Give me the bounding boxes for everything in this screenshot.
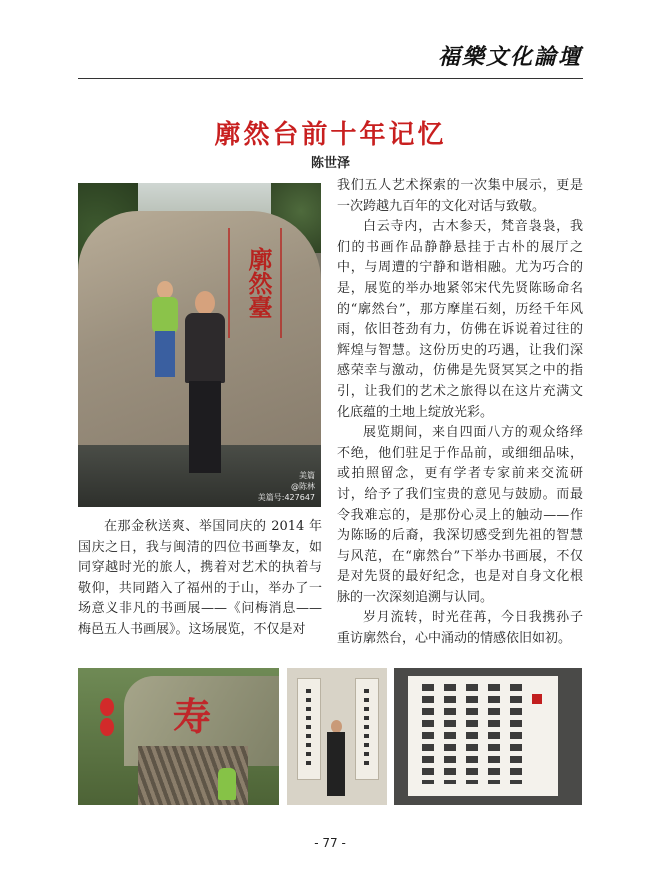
paragraph: 我们五人艺术探索的一次集中展示，更是一次跨越九百年的文化对话与致敬。 (337, 178, 583, 214)
lantern-icon (100, 698, 114, 716)
bottom-photo-calligraphy (394, 668, 582, 805)
man-figure (325, 720, 347, 798)
article-title: 廓然台前十年记忆 (214, 120, 447, 150)
carved-character: 寿 (173, 694, 212, 739)
header-rule (78, 78, 583, 79)
paragraph: 展览期间，来自四面八方的观众络绎不绝，他们驻足于作品前，或细细品味，或拍照留念，更有学者专家前来交流研讨，给予了我们宝贵的意见与鼓励。而最令我难忘的，是那份心灵上的触动——作为陈旸的后裔，我深切感受到先祖的智慧与风范，在“廓然台”下举办书画展，不仅是对先贤的最好纪念，也是对自身文化根脉的一次深刻追溯与认同。 (337, 425, 583, 605)
page-number: - 77 - (314, 836, 346, 850)
calligraphy-scroll (355, 678, 379, 780)
seal-stamp (532, 694, 542, 704)
child-figure (218, 768, 236, 800)
left-column-text (78, 517, 322, 641)
bottom-photo-rock-carving (78, 668, 279, 805)
inscription-side-text (280, 228, 282, 338)
grandchild-figure (150, 281, 180, 391)
paragraph: 岁月流转，时光荏苒，今日我携孙子重访廓然台，心中涌动的情感依旧如初。 (337, 610, 583, 647)
article-author: 陈世泽 (310, 156, 350, 171)
paragraph: 白云寺内，古木参天，梵音袅袅，我们的书画作品静静悬挂于古朴的展厅之中，与周遭的宁静和谐相融。尤为巧合的是，展览的举办地紧邻宋代先贤陈旸命名的“廓然台”，那方摩崖石刻，历经千年风雨，依旧苍劲有力，仿佛在诉说着过往的辉煌与智慧。这份历史的巧遇，让我们深感荣幸与激动，仿佛是先贤冥冥之中的指引，让我们的艺术之旅得以在这片充满文化底蕴的土地上绽放光彩。 (337, 219, 583, 420)
calligraphy-scroll (297, 678, 321, 780)
bottom-photo-exhibition (287, 668, 387, 805)
calligraphy-paper (408, 676, 558, 796)
rock-inscription: 廓然臺 (244, 247, 273, 319)
grandfather-figure (173, 291, 233, 481)
right-column-text (337, 176, 583, 650)
photo-watermark: 美篇 @陈林 美篇号:427647 (257, 471, 315, 502)
main-photo (78, 183, 321, 507)
paragraph: 在那金秋送爽、举国同庆的 2014 年国庆之日，我与闽清的四位书画挚友，如同穿越时光的旅人，携着对艺术的执着与敬仰，共同踏入了福州的于山，举办了一场意义非凡的书画展——《问梅消息——梅邑五人书画展》。这场展览，不仅是对 (78, 519, 322, 637)
magazine-title: 福樂文化論壇 (437, 44, 582, 70)
